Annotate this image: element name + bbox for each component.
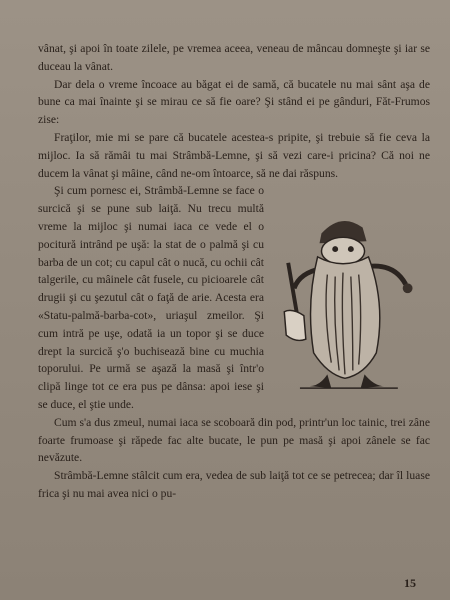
paragraph: vânat, şi apoi în toate zilele, pe vremea aceea, veneau de mâncau domneşte şi iar se duceau la vânat. [38,42,430,73]
dwarf-illustration [268,206,420,392]
paragraph: Fraţilor, mie mi se pare că bucatele acestea-s pripite, şi trebuie să fie ceva la mijloc. Ia să rămâi tu mai Strâmbă-Lemne, şi să vezi care-i pricina? Că noi ne ducem la vânat şi mâine, când ne-om întoarce, să ne dai răspuns. [38,130,430,180]
paragraph: Dar dela o vreme încoace au băgat ei de samă, că bucatele nu mai sânt aşa de bune ca mai înainte şi se mirau ce să fie oare? Şi stând ei pe gânduri, Făt-Frumos zise: [38,77,430,127]
body-text [38,40,430,503]
page-number: 15 [404,576,416,590]
paragraph: Strâmbă-Lemne stâlcit cum era, vedea de sub laiţă tot ce se petrecea; dar îl luase frica şi nu mai avea nici o pu- [38,469,430,500]
paragraph: Şi cum pornesc ei, Strâmbă-Lemne se face o surcică şi se pune sub laiţă. Nu trecu multă vreme la mijloc şi numai iaca ce vede el o pocitură intrând pe uşă: la stat de o palmă şi cu barba de un cot; cu capul cât o nucă, cu ochii cât talgerile, cu mâinele cât fusele, cu picioarele cât drugii şi cu şezutul cât o faţă de arie. Acesta era «Statu-palmă-barba-cot», uriaşul zmeilor. Şi cum intră pe uşe, odată ia un topor şi se duce drept la surcică ş'o buchisează bine cu muchia toporului. Pe urmă se aşază la masă şi într'o clipă linge tot ce era pus pe dânsa: apoi iese şi se duce, el ştie unde. [38,184,264,411]
paragraph: Cum s'a dus zmeul, numai iaca se scoboară din pod, printr'un loc tainic, trei zâne foarte frumoase şi răpede fac alte bucate, le pun pe masă şi apoi zânele se fac nevăzute. [38,415,430,465]
text-with-illustration [38,182,430,413]
